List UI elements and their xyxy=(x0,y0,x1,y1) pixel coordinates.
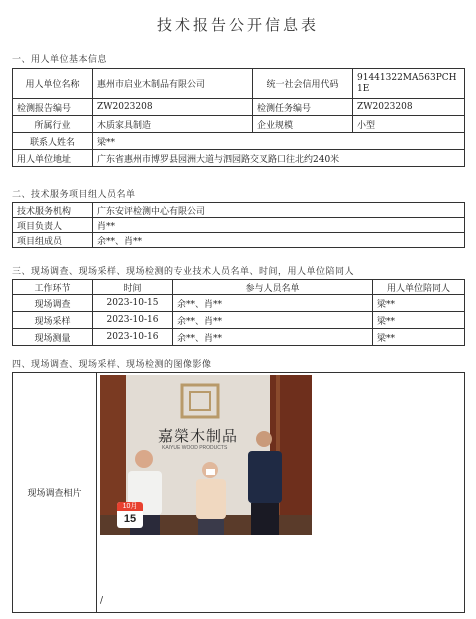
sign-text: 嘉榮木制品 xyxy=(158,427,239,445)
cell-time: 2023-10-16 xyxy=(93,329,173,346)
photo-label: 现场调查相片 xyxy=(13,373,97,613)
calendar-month: 10月 xyxy=(117,502,143,511)
trailing-mark: / xyxy=(100,596,104,606)
header-stage: 工作环节 xyxy=(13,280,93,295)
cell-stage: 现场调查 xyxy=(13,295,93,312)
cell-time: 2023-10-16 xyxy=(93,312,173,329)
team-row-label: 技术服务机构 xyxy=(13,203,93,218)
task-no-value: ZW2023208 xyxy=(353,99,465,116)
section3-heading: 三、现场调查、现场采样、现场检测的专业技术人员名单、时间，用人单位陪同人 xyxy=(12,267,355,277)
section4-heading: 四、现场调查、现场采样、现场检测的图像影像 xyxy=(12,360,212,370)
scale-label: 企业规模 xyxy=(253,116,353,133)
address-value: 广东省惠州市博罗县园洲大道与泗园路交叉路口往北约240米 xyxy=(93,150,465,167)
cell-participants: 余**、肖** xyxy=(173,295,373,312)
section2-heading: 二、技术服务项目组人员名单 xyxy=(12,190,136,200)
table-row xyxy=(13,329,465,346)
industry-label: 所属行业 xyxy=(13,116,93,133)
industry-value: 木质家具制造 xyxy=(93,116,253,133)
unit-name-value: 惠州市启业木制品有限公司 xyxy=(93,69,253,99)
scale-value: 小型 xyxy=(353,116,465,133)
header-escort: 用人单位陪同人 xyxy=(373,280,465,295)
credit-code-label: 统一社会信用代码 xyxy=(253,69,353,99)
unit-name-label: 用人单位名称 xyxy=(13,69,93,99)
page-title: 技术报告公开信息表 xyxy=(156,16,319,34)
table-row xyxy=(13,295,465,312)
cell-escort: 梁** xyxy=(373,329,465,346)
sign-subtext: KAIYUE WOOD PRODUCTS xyxy=(162,445,228,451)
cell-participants: 余**、肖** xyxy=(173,312,373,329)
team-row-label: 项目组成员 xyxy=(13,233,93,248)
section1-heading: 一、用人单位基本信息 xyxy=(12,55,108,65)
credit-code-value: 91441322MA563PCH1E xyxy=(353,69,465,99)
cell-participants: 余**、肖** xyxy=(173,329,373,346)
cell-escort: 梁** xyxy=(373,295,465,312)
site-photo xyxy=(100,375,312,535)
report-no-value: ZW2023208 xyxy=(93,99,253,116)
calendar-day: 15 xyxy=(123,513,137,525)
cell-stage: 现场采样 xyxy=(13,312,93,329)
contact-label: 联系人姓名 xyxy=(13,133,93,150)
calendar-icon xyxy=(117,502,143,528)
team-row-value: 广东安评检测中心有限公司 xyxy=(93,203,465,218)
team-row-value: 余**、肖** xyxy=(93,233,465,248)
cell-escort: 梁** xyxy=(373,312,465,329)
team-row-value: 肖** xyxy=(93,218,465,233)
address-label: 用人单位地址 xyxy=(13,150,93,167)
team-table xyxy=(12,202,465,248)
cell-time: 2023-10-15 xyxy=(93,295,173,312)
cell-stage: 现场测量 xyxy=(13,329,93,346)
team-row-label: 项目负责人 xyxy=(13,218,93,233)
report-no-label: 检测报告编号 xyxy=(13,99,93,116)
fieldwork-table xyxy=(12,279,465,346)
task-no-label: 检测任务编号 xyxy=(253,99,353,116)
table-row xyxy=(13,312,465,329)
header-participants: 参与人员名单 xyxy=(173,280,373,295)
unit-info-table xyxy=(12,68,465,167)
contact-value: 梁** xyxy=(93,133,465,150)
header-time: 时间 xyxy=(93,280,173,295)
